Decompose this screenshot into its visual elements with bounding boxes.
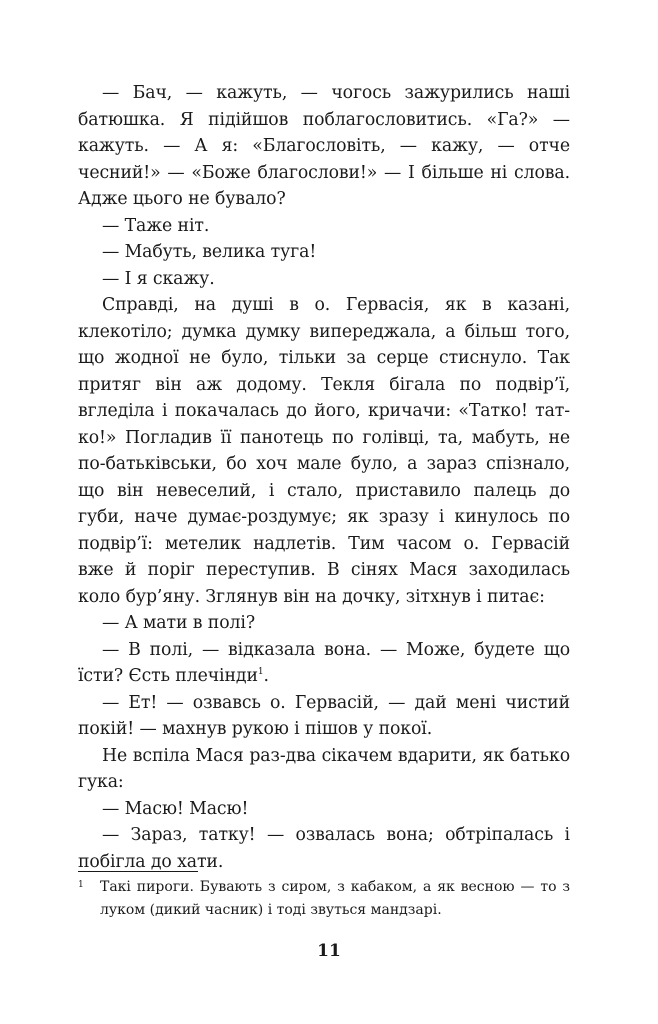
paragraph-1: — Бач, — кажуть, — чогось зажурились наші батюшка. Я підійшов поблагословитись. «Га?» — кажуть. — А я: «Благословіть, — кажу, — отче чесний!» — «Боже благослови!» — І більше ні слова. Адже цього не бувало? bbox=[78, 83, 570, 209]
paragraph-7: — В полі, — відказала вона. — Може, будете що їсти? Єсть плечінди$^1$. bbox=[78, 639, 570, 686]
paragraph-6: — А мати в полі? bbox=[102, 613, 255, 633]
paragraph-10: — Масю! Масю! bbox=[102, 798, 249, 819]
paragraph-7-text: — В полі, — відказала вона. — Може, будете що їсти? Єсть плечінди bbox=[78, 639, 570, 686]
page-number: 11 bbox=[317, 941, 341, 961]
footnote-mark: 1 bbox=[78, 880, 84, 890]
paragraph-3: — Мабуть, велика туга! bbox=[102, 242, 317, 262]
paragraph-2: — Таже ніт. bbox=[102, 215, 210, 236]
footnote-reference: 1 bbox=[257, 667, 264, 678]
paragraph-11: — Зараз, татку! — озвалась вона; обтріпалась і побігла до хати. bbox=[78, 825, 570, 872]
paragraph-5: Справді, на душі в о. Гервасія, як в казані, клекотіло; думка думку випереджала, а більш того, що жодної не було, тільки за серце стиснуло. Так притяг він аж додому. Текля бігала по подвір’ї, вгледіла і покачалась до його, кричачи: «Татко! тат-ко!» Погладив її панотець по голівці, та, мабуть, не по-батьківськи, бо хоч мале було, а зараз спізнало, що він невеселий, і стало, приставило палець до губи, наче думає-роздумує; як зразу і кинулось по подвір’ї: метелик надлетів. Тим часом о. Гервасій вже й поріг переступив. В сінях Мася заходилась коло бур’яну. Зглянув він на дочку, зітхнув і питає: bbox=[78, 295, 570, 607]
page-body bbox=[78, 80, 570, 875]
paragraph-4: — І я скажу. bbox=[102, 268, 215, 289]
paragraph-9: Не вспіла Мася раз-два сікачем вдарити, як батько гука: bbox=[78, 745, 570, 792]
footnote-text: Такі пироги. Бувають з сиром, з кабаком, а як весною — то з луком (дикий часник) і тоді звуться мандзарі. bbox=[100, 879, 570, 918]
paragraph-8: — Ет! — озвавсь о. Гервасій, — дай мені чистий покій! — махнув рукою і пішов у покої. bbox=[78, 692, 570, 739]
footnote bbox=[78, 876, 570, 921]
footnote-separator bbox=[78, 871, 198, 872]
